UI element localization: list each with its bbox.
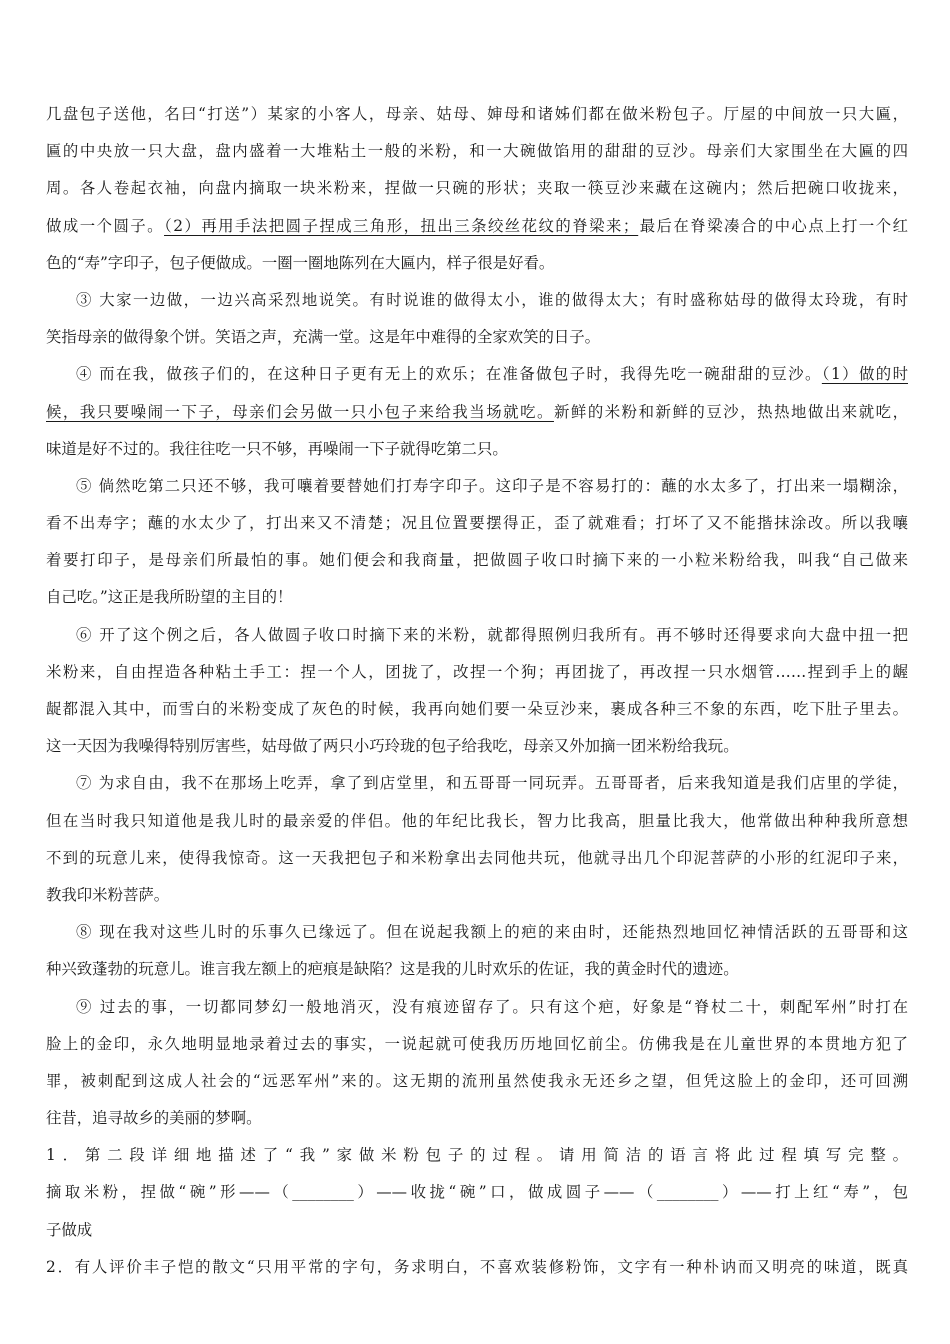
passage-line: ⑧ 现在我对这些儿时的乐事久已缘远了。但在说起我额上的疤的来由时，还能热烈地回忆神情活跃的五哥哥和这: [76, 923, 908, 942]
passage-line: 教我印米粉菩萨。: [46, 885, 170, 904]
passage-line: [46, 394, 908, 431]
question-2-title: 2．有人评价丰子恺的散文“只用平常的字句，务求明白，不喜欢装修粉饰，文字有一种朴讷而又明亮的味道，既真: [46, 1257, 908, 1276]
passage-line: 这一天因为我噪得特别厉害些，姑母做了两只小巧玲珑的包子给我吃，母亲又外加摘一团米粉给我玩。: [46, 737, 739, 756]
passage-line: 看不出寿字；蘸的水太少了，打出来又不清楚；况且位置要摆得正，歪了就难看；打坏了又不能揩抹涂改。所以我嚷: [46, 514, 908, 533]
line-segment: 最后在脊梁凑合的中心点上打一个红: [638, 216, 908, 235]
q1-part-b: ）——收拢“碗”口，做成圆子——（: [353, 1183, 657, 1202]
passage-line: 不到的玩意儿来，使得我惊奇。这一天我把包子和米粉拿出去同他共玩，他就寻出几个印泥菩萨的小形的红泥印子来，: [46, 848, 908, 867]
passage-line: 米粉来，自由捏造各种粘土手工：捏一个人，团拢了，改捏一个狗；再团拢了，再改捏一只水烟管……捏到手上的龌: [46, 662, 908, 681]
passage-line: ⑤ 倘然吃第二只还不够，我可嚷着要替她们打寿字印子。这印子是不容易打的：蘸的水太多了，打出来一塌糊涂，: [76, 476, 908, 495]
passage-line: 罪，被刺配到这成人社会的“远恶军州”来的。这无期的流刑虽然使我永无还乡之望，但凭这脸上的金印，还可回溯: [46, 1071, 908, 1090]
passage-line: 笑指母亲的做得象个饼。笑语之声，充满一堂。这是年中难得的全家欢笑的日子。: [46, 328, 601, 347]
line-segment: 做成一个圆子。: [46, 216, 165, 235]
passage-line: 味道是好不过的。我往往吃一只不够，再噪闹一下子就得吃第二只。: [46, 439, 508, 458]
q1-blank-2[interactable]: ________: [656, 1183, 719, 1202]
passage-line: ⑦ 为求自由，我不在那场上吃弄，拿了到店堂里，和五哥哥一同玩弄。五哥哥者，后来我知道是我们店里的学徒，: [76, 774, 908, 793]
q1-part-a: 摘取米粉，捏做“碗”形——（: [46, 1183, 293, 1202]
passage-line: 匾的中央放一只大盘，盘内盛着一大堆粘土一般的米粉，和一大碗做馅用的甜甜的豆沙。母亲们大家围坐在大匾的四: [46, 142, 908, 161]
passage-line: 脸上的金印，永久地明显地录着过去的事实，一说起就可使我历历地回忆前尘。仿佛我是在儿童世界的本贯地方犯了: [46, 1034, 908, 1053]
passage-line: 往昔，追寻故乡的美丽的梦啊。: [46, 1109, 262, 1128]
question-1-tail: 子做成: [46, 1220, 93, 1239]
passage-line: ③ 大家一边做，一边兴高采烈地说笑。有时说谁的做得太小，谁的做得太大；有时盛称姑母的做得太玲珑，有时: [76, 290, 908, 309]
underlined-sentence: （2）再用手法把圆子捏成三角形，扭出三条绞丝花纹的脊梁来；: [164, 216, 639, 235]
passage-line: [46, 356, 908, 393]
passage-line: ⑥ 开了这个例之后，各人做圆子收口时摘下来的米粉，就都得照例归我所有。再不够时还得要求向大盘中扭一把: [76, 625, 908, 644]
passage-line: 龊都混入其中，而雪白的米粉变成了灰色的时候，我再向她们要一朵豆沙来，裹成各种三不象的东西，吃下肚子里去。: [46, 700, 908, 718]
passage-line: 但在当时我只知道他是我儿时的最亲爱的伴侣。他的年纪比我长，智力比我高，胆量比我大，他常做出种种我所意想: [46, 811, 908, 830]
question-1-title: 1．第二段详细地描述了“我”家做米粉包子的过程。请用简洁的语言将此过程填写完整。: [46, 1146, 908, 1165]
passage-line: 色的“寿”字印子，包子便做成。一圈一圈地陈列在大匾内，样子很是好看。: [46, 253, 555, 272]
passage-line: 周。各人卷起衣袖，向盘内摘取一块米粉来，捏做一只碗的形状；夹取一筷豆沙来藏在这碗内；然后把碗口收拢来，: [46, 179, 908, 198]
q1-blank-1[interactable]: ________: [292, 1183, 354, 1202]
passage-line: ⑨ 过去的事，一切都同梦幻一般地消灭，没有痕迹留存了。只有这个疤，好象是“脊杖二十，刺配军州”时打在: [76, 997, 908, 1016]
passage-line: [46, 208, 908, 245]
line-segment: ④ 而在我，做孩子们的，在这种日子更有无上的欢乐；在准备做包子时，我得先吃一碗甜甜的豆沙。: [76, 365, 822, 384]
q1-part-c: ）——打上红“寿”，包: [718, 1183, 908, 1202]
passage-line: 几盘包子送他，名曰“打送”）某家的小客人，母亲、姑母、婶母和诸姊们都在做米粉包子。厅屋的中间放一只大匾，: [46, 105, 908, 123]
underlined-sentence: 候，我只要噪闹一下子，母亲们会另做一只小包子来给我当场就吃。: [46, 402, 554, 421]
line-segment: 新鲜的米粉和新鲜的豆沙，热热地做出来就吃，: [553, 402, 908, 421]
passage-line: 自己吃。”这正是我所盼望的主目的！: [46, 588, 293, 607]
document-page: [46, 96, 908, 1286]
question-1-fill: [46, 1174, 908, 1211]
passage-line: 种兴致蓬勃的玩意儿。谁言我左额上的疤痕是缺陷？这是我的儿时欢乐的佐证，我的黄金时代的遗迹。: [46, 960, 739, 979]
underlined-sentence: （1）做的时: [821, 365, 908, 384]
passage-line: 着要打印子，是母亲们所最怕的事。她们便会和我商量，把做圆子收口时摘下来的一小粒米粉给我，叫我“自己做来: [46, 551, 908, 570]
passage: [46, 96, 908, 1137]
